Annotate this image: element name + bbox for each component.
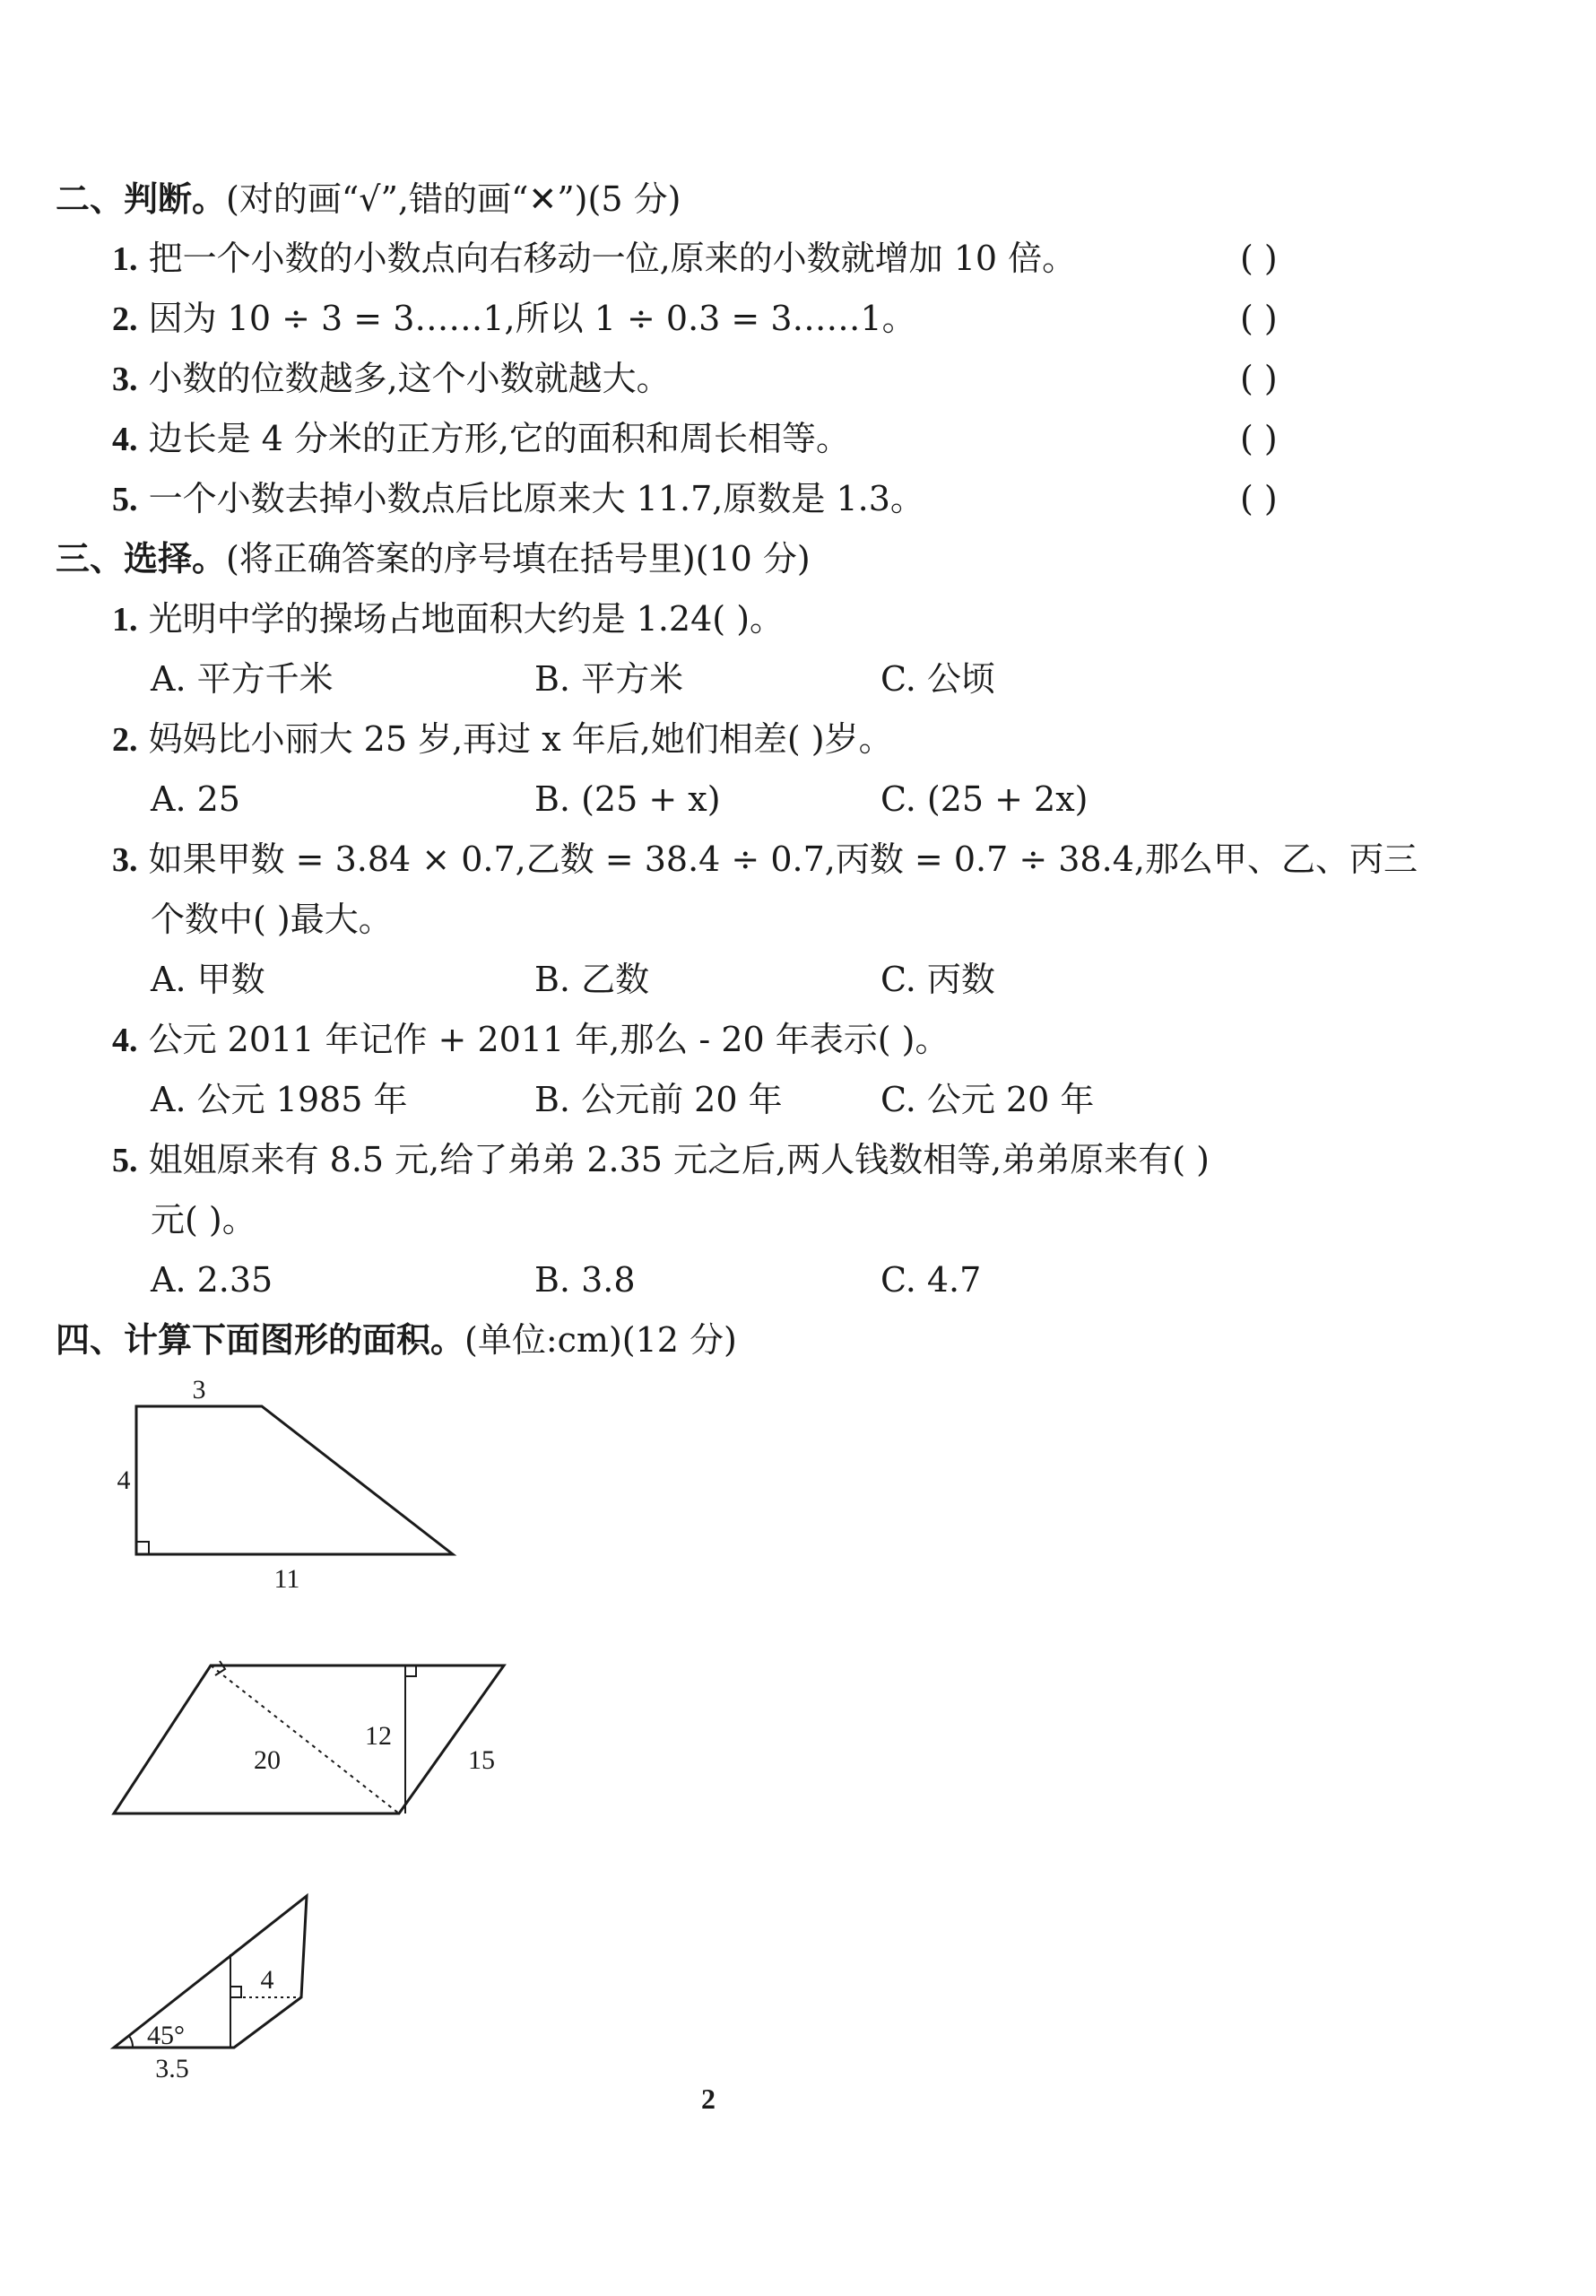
answer-blank[interactable]: ( )	[1240, 479, 1278, 518]
question-text: 因为 10 ÷ 3 = 3……1,所以 1 ÷ 0.3 = 3……1。	[148, 299, 916, 338]
right-angle-mark	[136, 1542, 149, 1554]
parallelogram-figure	[90, 1650, 538, 1830]
question-text: 把一个小数的小数点向右移动一位,原来的小数就增加 10 倍。	[148, 239, 1077, 278]
right-angle-mark	[230, 1987, 241, 1997]
parallelogram-shape	[114, 1665, 504, 1813]
judgment-item-2	[112, 297, 916, 341]
option-a: A. 25	[151, 779, 240, 819]
parallelogram-45-figure	[90, 1888, 341, 2094]
question-text: 如果甲数 = 3.84 × 0.7,乙数 = 38.4 ÷ 0.7,丙数 = 0.7 ÷ 38.4,那么甲、乙、丙三	[148, 839, 1418, 879]
option-a: A. 2.35	[151, 1260, 273, 1300]
question-text: 公元 2011 年记作 + 2011 年,那么 - 20 年表示( )。	[148, 1020, 950, 1059]
option-b: B. 乙数	[534, 960, 650, 999]
question-text: 一个小数去掉小数点后比原来大 11.7,原数是 1.3。	[148, 479, 924, 518]
heading-text: 二、判断。	[56, 179, 227, 219]
option-a: A. 甲数	[151, 960, 265, 999]
option-b: B. 公元前 20 年	[534, 1080, 783, 1119]
option-a: A. 公元 1985 年	[151, 1080, 408, 1119]
right-angle-mark	[215, 1661, 225, 1675]
question-number: 3.	[112, 841, 138, 879]
judgment-item-3	[112, 357, 671, 401]
question-number: 3.	[112, 361, 138, 398]
label-left: 4	[117, 1465, 131, 1495]
option-b: B. 3.8	[534, 1260, 636, 1300]
section-heading-choice	[56, 537, 811, 580]
question-text: 小数的位数越多,这个小数就越大。	[148, 359, 671, 398]
option-c: C. (25 + 2x)	[880, 779, 1089, 819]
section-heading-judgment	[56, 178, 681, 221]
right-angle-mark	[405, 1665, 416, 1676]
option-c: C. 4.7	[880, 1260, 982, 1300]
choice-question-2	[112, 718, 893, 761]
question-number: 5.	[112, 481, 138, 518]
option-c: C. 丙数	[880, 960, 995, 999]
trapezoid-shape	[136, 1406, 453, 1554]
option-c: C. 公元 20 年	[880, 1080, 1095, 1119]
answer-blank[interactable]: ( )	[1240, 359, 1278, 398]
label-angle: 45°	[147, 2021, 185, 2050]
label-diagonal: 20	[254, 1745, 281, 1775]
label-top: 3	[192, 1375, 206, 1405]
label-side: 15	[468, 1745, 495, 1775]
judgment-item-4	[112, 417, 850, 461]
judgment-item-1	[112, 237, 1076, 281]
label-bottom: 11	[273, 1564, 300, 1594]
trapezoid-figure	[90, 1370, 484, 1595]
question-number: 2.	[112, 300, 138, 338]
heading-note: (将正确答案的序号填在括号里)(10 分)	[226, 539, 811, 578]
option-b: B. 平方米	[534, 659, 684, 699]
choice-question-3	[112, 838, 1418, 882]
parallelogram-shape	[114, 1896, 307, 2048]
choice-question-5	[112, 1138, 1210, 1182]
label-base: 3.5	[155, 2054, 189, 2083]
question-number: 5.	[112, 1142, 138, 1179]
question-text: 边长是 4 分米的正方形,它的面积和周长相等。	[148, 419, 851, 458]
question-number: 2.	[112, 721, 138, 759]
answer-blank[interactable]: ( )	[1240, 299, 1278, 338]
question-text: 妈妈比小丽大 25 岁,再过 x 年后,她们相差( )岁。	[148, 719, 893, 759]
choice-question-1	[112, 597, 784, 641]
section-heading-area	[56, 1318, 737, 1361]
answer-blank[interactable]: ( )	[1240, 419, 1278, 458]
label-height: 12	[365, 1721, 392, 1751]
choice-question-4	[112, 1018, 949, 1062]
page-number: 2	[701, 2083, 716, 2115]
question-number: 1.	[112, 601, 138, 639]
heading-text: 四、计算下面图形的面积。	[56, 1320, 465, 1360]
answer-blank[interactable]: ( )	[1240, 239, 1278, 278]
choice-question-3-continued: 个数中( )最大。	[151, 900, 393, 939]
option-c: C. 公顷	[880, 659, 995, 699]
option-b: B. (25 + x)	[534, 779, 721, 819]
angle-arc	[129, 2036, 133, 2048]
option-a: A. 平方千米	[151, 659, 334, 699]
heading-text: 三、选择。	[56, 539, 227, 578]
label-height: 4	[260, 1965, 274, 1995]
heading-note: (对的画“√”,错的画“✕”)(5 分)	[226, 179, 681, 219]
choice-question-5-continued: 元( )。	[151, 1200, 256, 1239]
question-number: 4.	[112, 421, 138, 458]
heading-note: (单位:cm)(12 分)	[464, 1320, 737, 1360]
question-text: 姐姐原来有 8.5 元,给了弟弟 2.35 元之后,两人钱数相等,弟弟原来有( )	[148, 1140, 1210, 1179]
question-text: 光明中学的操场占地面积大约是 1.24( )。	[148, 599, 785, 639]
judgment-item-5	[112, 477, 924, 521]
question-number: 1.	[112, 240, 138, 278]
question-number: 4.	[112, 1022, 138, 1059]
